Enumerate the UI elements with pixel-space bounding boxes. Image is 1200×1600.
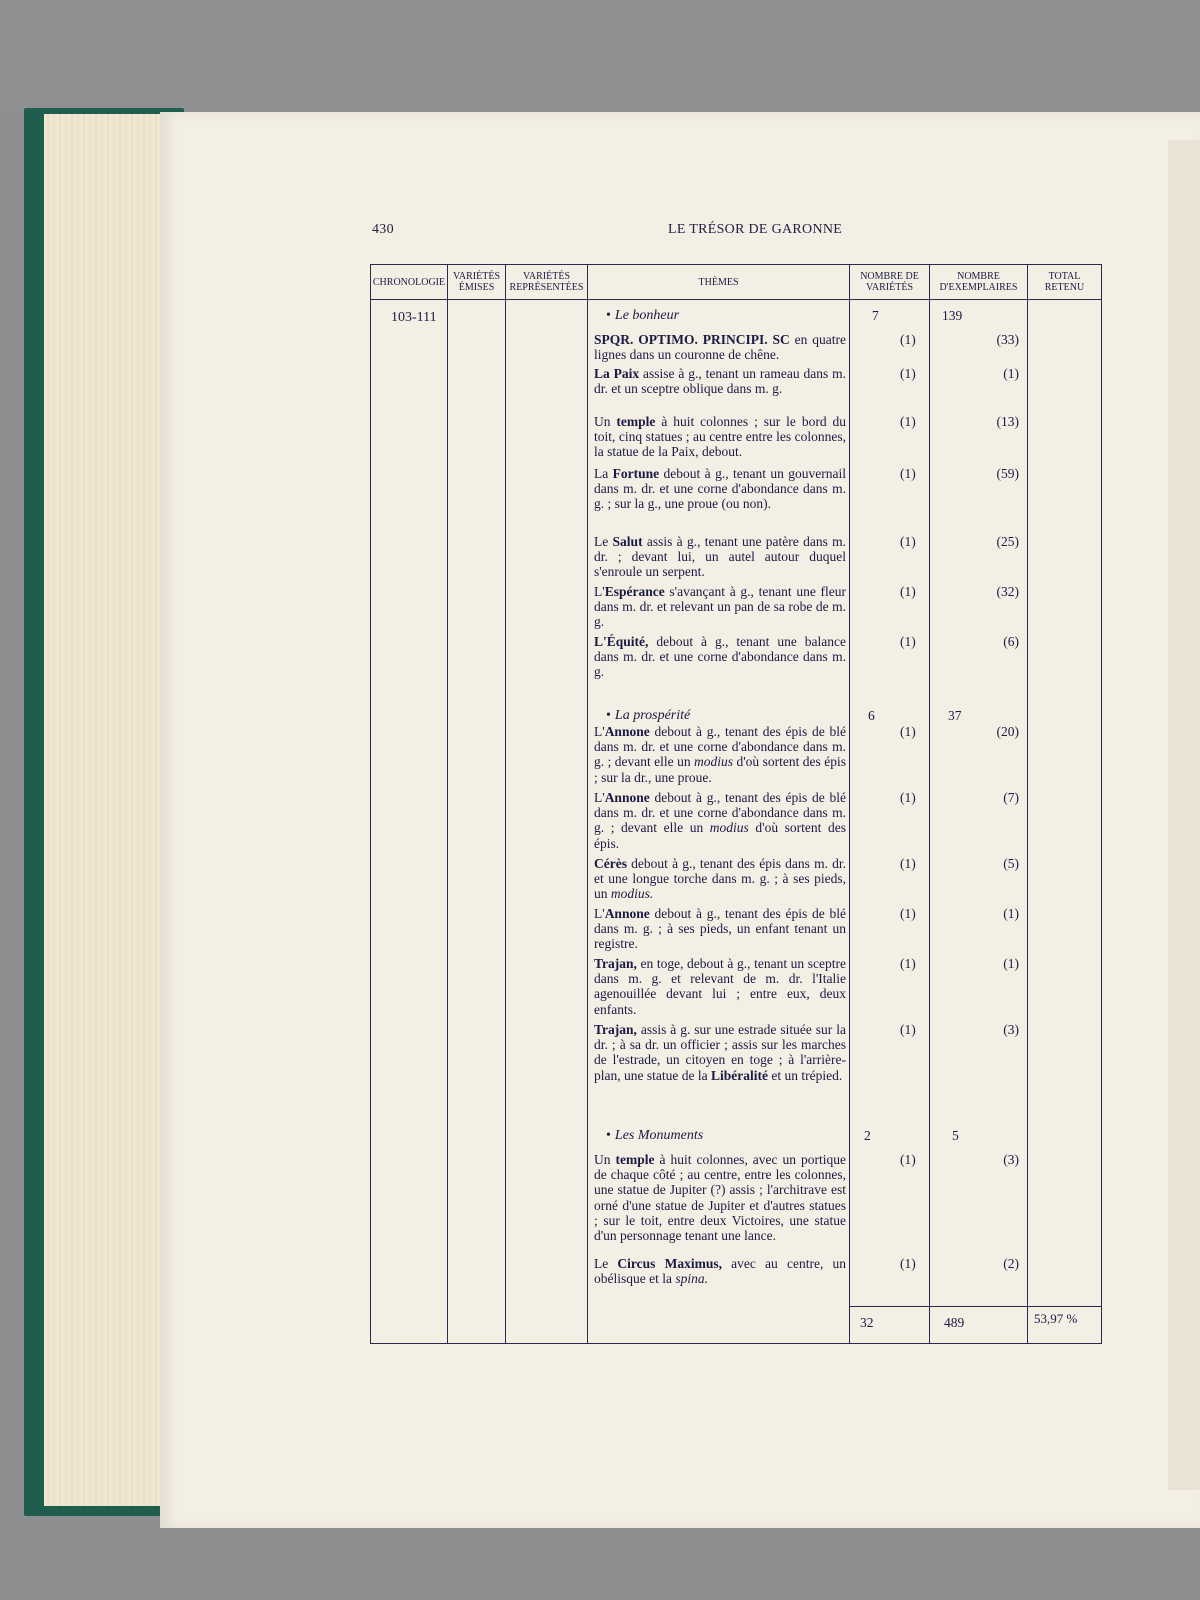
section-varietes: 7: [872, 308, 879, 323]
entry-bold: Annone: [604, 724, 650, 739]
entry-bold: Annone: [604, 906, 650, 921]
entry-post: d'où sortent des épis ; sur la dr., une proue.: [594, 754, 846, 785]
total-varietes: 32: [860, 1315, 874, 1330]
entry-bold: Salut: [612, 534, 643, 549]
entry-varietes: (1): [900, 584, 916, 599]
entry-exemplaires: (7): [1003, 790, 1019, 805]
entry-bold: Cérès: [594, 856, 627, 871]
entry-post: et un trépied.: [767, 1067, 843, 1083]
col-total-retenu: TOTAL RETENU: [1028, 265, 1102, 300]
entry-text: à huit colonnes, avec un portique de chaque côté ; au centre, entre les colonnes, une statue de Jupiter (?) assis ; l'architrave est orné d'une statue de Jupiter et d'autres statues ; sur le toit, entre deux Victoires, une statue d'un personnage tenant une lance.: [594, 1152, 847, 1244]
entry-varietes: (1): [900, 1256, 916, 1271]
entry-bold: La Paix: [594, 366, 640, 381]
theme-entry: [594, 856, 846, 902]
entry-text: debout à g., tenant des épis dans m. dr. et une longue torche dans m. g. ; à ses pieds, un: [594, 856, 846, 902]
entry-exemplaires: (33): [996, 332, 1019, 347]
theme-entry: [594, 534, 846, 580]
running-title: LE TRÉSOR DE GARONNE: [668, 222, 843, 237]
total-retenu: 53,97 %: [1034, 1311, 1078, 1326]
col-varietes-representees: VARIÉTÉS REPRÉSENTÉES: [506, 265, 588, 300]
entry-bold: Espérance: [604, 584, 665, 599]
section-varietes: 2: [864, 1128, 871, 1143]
entry-varietes: (1): [900, 724, 916, 739]
entry-exemplaires: (6): [1003, 634, 1019, 649]
entry-varietes: (1): [900, 534, 916, 549]
entry-pre: L': [594, 584, 605, 599]
total-row: [930, 1306, 1027, 1343]
entry-text: assis à g. sur une estrade située sur la dr. ; à sa dr. un officier ; assis sur les marches de l'estrade, un citoyen en toge ; à l'arrière-plan, une statue de la: [594, 1022, 846, 1083]
entry-bold: Trajan,: [594, 956, 637, 971]
entry-varietes: (1): [900, 956, 916, 971]
theme-entry: [594, 634, 846, 680]
table-header-row: [371, 265, 1102, 300]
entry-bold: SPQR. OPTIMO. PRINCIPI. SC: [594, 332, 790, 347]
theme-entry: [594, 366, 846, 396]
theme-entry: [594, 332, 846, 362]
entry-bold: temple: [615, 1152, 655, 1167]
entry-varietes: (1): [900, 856, 916, 871]
entry-pre: L': [594, 790, 605, 805]
theme-entry: [594, 906, 846, 952]
theme-entry: [594, 1152, 846, 1243]
entry-bold: L'Équité,: [594, 634, 649, 649]
entry-exemplaires: (1): [1003, 956, 1019, 971]
cell-themes: [588, 300, 850, 1344]
entry-bold: Fortune: [612, 466, 660, 481]
entry-bold2: Libéralité: [710, 1067, 768, 1083]
cell-varietes-emises: [448, 300, 506, 1344]
section-heading: • Le bonheur: [606, 308, 680, 323]
cell-total-retenu: [1028, 300, 1102, 1344]
entry-exemplaires: (1): [1003, 906, 1019, 921]
col-nombre-exemplaires: NOMBRE D'EXEMPLAIRES: [930, 265, 1028, 300]
entry-bold: Annone: [604, 790, 650, 805]
entry-bold: temple: [616, 414, 656, 429]
entry-it: modius: [694, 754, 734, 770]
entry-text: debout à g., tenant des épis de blé dans m. dr. et une corne d'abondance dans m. g. ; devant elle un: [594, 724, 846, 770]
section-exemplaires: 37: [948, 708, 962, 723]
entry-text: debout à g., tenant des épis de blé dans m. dr. et une corne d'abondance dans m. g. ; devant elle un: [594, 790, 846, 836]
cell-nombre-exemplaires: [930, 300, 1028, 1344]
entry-bold: Trajan,: [594, 1022, 637, 1037]
entry-text: debout à g., tenant un gouvernail dans m. dr. et une corne d'abondance dans m. g. ; sur la g., une proue (ou non).: [594, 466, 846, 512]
entry-text: à huit colonnes ; sur le bord du toit, cinq statues ; au centre entre les colonnes, la statue de la Paix, debout.: [594, 414, 846, 460]
entry-text: en toge, debout à g., tenant un sceptre dans m. g. et relevant de m. dr. l'Italie agenouillée devant lui ; entre eux, deux enfants.: [594, 956, 846, 1017]
entry-varietes: (1): [900, 634, 916, 649]
entry-bold: Circus Maximus,: [617, 1256, 722, 1271]
entry-varietes: (1): [900, 1152, 916, 1167]
section-exemplaires: 5: [952, 1128, 959, 1143]
section-varietes: 6: [868, 708, 875, 723]
col-themes: THÈMES: [588, 265, 850, 300]
theme-entry: [594, 1022, 846, 1083]
page-number: 430: [372, 222, 394, 237]
section-heading: • Les Monuments: [606, 1128, 704, 1143]
entry-varietes: (1): [900, 466, 916, 481]
page-edges: [44, 114, 174, 1506]
theme-entry: [594, 466, 846, 512]
entry-text: debout à g., tenant une balance dans m. dr. et une corne d'abondance dans m. g.: [594, 634, 846, 680]
total-row: [850, 1306, 929, 1343]
entry-varietes: (1): [900, 414, 916, 429]
entry-varietes: (1): [900, 1022, 916, 1037]
page-curl: [1168, 140, 1200, 1490]
entry-pre: La: [594, 466, 613, 481]
entry-exemplaires: (3): [1003, 1022, 1019, 1037]
entry-exemplaires: (59): [996, 466, 1019, 481]
cell-nombre-varietes: [850, 300, 930, 1344]
entry-post: d'où sortent des épis.: [594, 820, 846, 851]
entry-varietes: (1): [900, 906, 916, 921]
theme-entry: [594, 724, 846, 785]
entry-varietes: (1): [900, 366, 916, 381]
entry-text: debout à g., tenant des épis de blé dans m. g. ; à ses pieds, un enfant tenant un registre.: [594, 906, 846, 952]
coin-table: [370, 264, 1102, 1344]
col-varietes-emises: VARIÉTÉS ÉMISES: [448, 265, 506, 300]
entry-exemplaires: (2): [1003, 1256, 1019, 1271]
entry-exemplaires: (5): [1003, 856, 1019, 871]
total-exemplaires: 489: [944, 1315, 965, 1330]
cell-varietes-representees: [506, 300, 588, 1344]
entry-pre: Un: [594, 1152, 616, 1167]
theme-entry: [594, 1256, 846, 1286]
col-chronologie: CHRONOLOGIE: [371, 265, 448, 300]
entry-text: assis à g., tenant une patère dans m. dr. ; devant lui, un autel autour duquel s'enroule un serpent.: [594, 534, 846, 580]
entry-text: en quatre lignes dans un couronne de chêne.: [594, 332, 846, 363]
col-nombre-varietes: NOMBRE DE VARIÉTÉS: [850, 265, 930, 300]
entry-it: modius.: [610, 886, 654, 902]
entry-text: avec au centre, un obélisque et la: [594, 1256, 846, 1287]
chronologie-value: 103-111: [391, 310, 437, 325]
entry-pre: Un: [594, 414, 617, 429]
entry-pre: Le: [594, 1256, 618, 1271]
entry-pre: Le: [594, 534, 613, 549]
entry-exemplaires: (1): [1003, 366, 1019, 381]
entry-varietes: (1): [900, 790, 916, 805]
background: [0, 0, 1200, 110]
theme-entry: [594, 414, 846, 460]
entry-pre: L': [594, 724, 605, 739]
section-heading: • La prospérité: [606, 708, 691, 723]
theme-entry: [594, 956, 846, 1017]
section-exemplaires: 139: [942, 308, 963, 323]
entry-it: modius: [709, 820, 749, 836]
entry-exemplaires: (25): [996, 534, 1019, 549]
entry-exemplaires: (32): [996, 584, 1019, 599]
entry-exemplaires: (13): [996, 414, 1019, 429]
entry-exemplaires: (3): [1003, 1152, 1019, 1167]
entry-pre: L': [594, 906, 605, 921]
total-row: [1028, 1306, 1101, 1343]
cell-chronologie: [371, 300, 448, 1344]
entry-it: spina.: [675, 1271, 708, 1287]
theme-entry: [594, 790, 846, 851]
theme-entry: [594, 584, 846, 630]
entry-text: s'avançant à g., tenant une fleur dans m. dr. et relevant un pan de sa robe de m. g.: [594, 584, 846, 630]
entry-varietes: (1): [900, 332, 916, 347]
entry-text: assise à g., tenant un rameau dans m. dr. et un sceptre oblique dans m. g.: [594, 366, 846, 397]
entry-exemplaires: (20): [996, 724, 1019, 739]
